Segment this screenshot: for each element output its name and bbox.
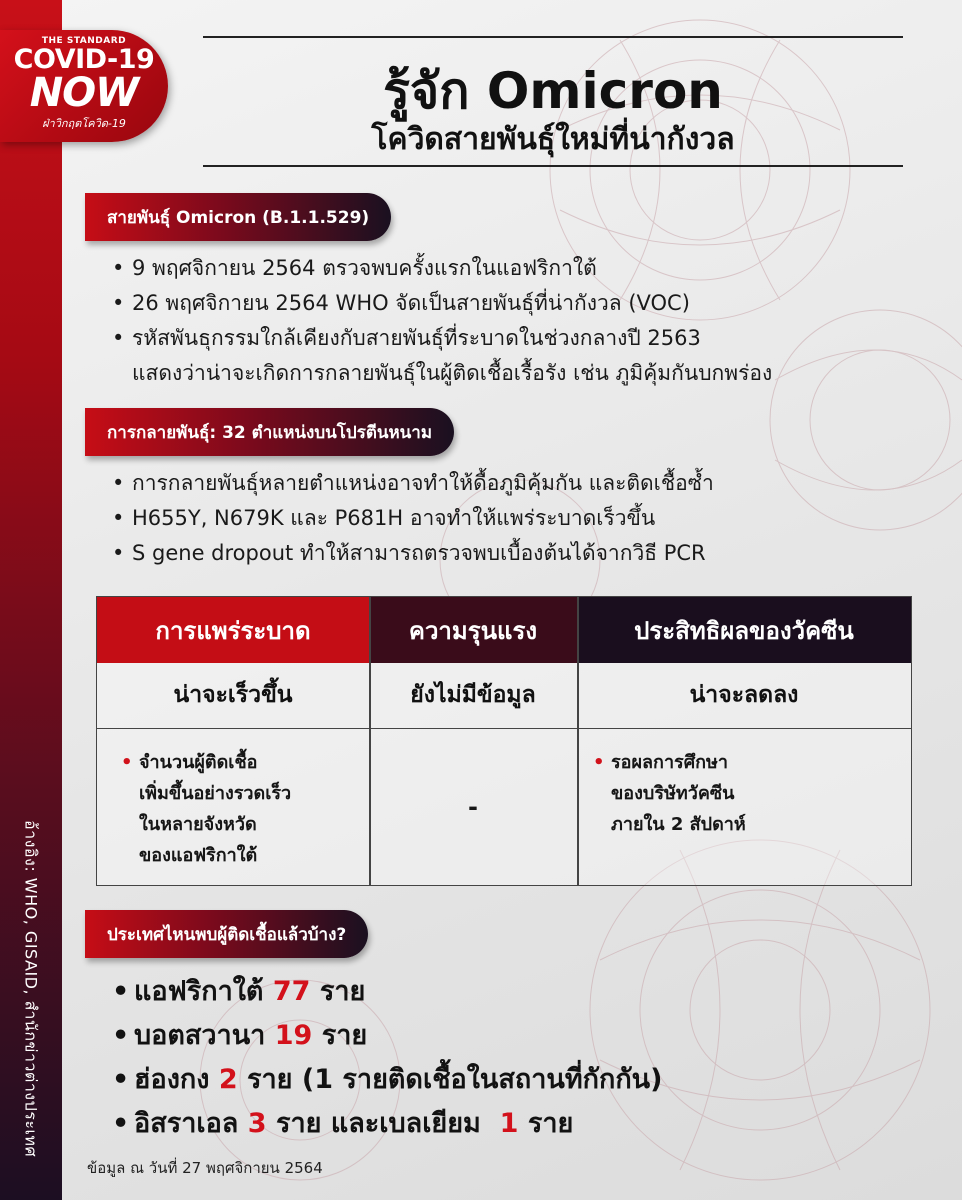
list-item [112,970,662,1014]
variant-bullet-list [112,251,932,356]
table-summary-row [97,663,911,729]
mutation-bullet-list [112,466,932,571]
case-count: 1 [499,1108,519,1139]
table-cell: ยังไม่มีข้อมูล [410,682,536,708]
detail-note-vaccine [593,747,746,840]
table-cell [369,729,577,885]
country-name: อิสราเอล [134,1108,248,1139]
variant-bullet-continuation: แสดงว่าน่าจะเกิดการกลายพันธุ์ในผู้ติดเชื้อเรื้อรัง เช่น ภูมิคุ้มกันบกพร่อง [132,361,773,385]
list-item: • 9 พฤศจิกายน 2564 ตรวจพบครั้งแรกในแอฟริกาใต้ [112,251,932,286]
table-cell: น่าจะเร็วขึ้น [173,682,293,708]
table-cell: น่าจะลดลง [689,682,799,708]
country-case-list [112,970,662,1146]
detail-line: ของแอฟริกาใต้ [139,845,258,866]
list-item: • S gene dropout ทำให้สามารถตรวจพบเบื้องต้นได้จากวิธี PCR [112,536,932,571]
country-name: แอฟริกาใต้ [134,976,273,1007]
covid-19-now-logo [0,30,168,142]
detail-line: เพิ่มขึ้นอย่างรวดเร็ว [139,783,292,804]
source-text: อ้างอิง: WHO, GISAID, สำนักข่าวต่างประเทศ [21,820,41,1158]
case-unit: ราย [518,1108,574,1139]
section-header-mutation-label: การกลายพันธุ์: 32 ตำแหน่งบนโปรตีนหนาม [107,422,433,443]
country-name: ฮ่องกง [134,1064,219,1095]
case-count: 2 [218,1064,238,1095]
table-header-severity: ความรุนแรง [369,597,577,663]
bullet-dot: • [593,752,605,773]
detail-line: ในหลายจังหวัด [139,814,257,835]
section-header-countries [85,910,368,958]
data-date-footnote: ข้อมูล ณ วันที่ 27 พฤศจิกายน 2564 [87,1159,323,1177]
page-title: รู้จัก Omicron [383,62,723,120]
detail-line: จำนวนผู้ติดเชื้อ [139,752,258,773]
table-header-transmission: การแพร่ระบาด [97,597,369,663]
logo-tagline: ฝ่าวิกฤตโควิด-19 [42,117,126,130]
case-unit: ราย และเบลเยียม [266,1108,500,1139]
comparison-table [96,596,912,886]
title-rule-top [203,36,903,38]
case-count: 3 [247,1108,267,1139]
list-item [112,1014,662,1058]
country-name: บอตสวานา [134,1020,275,1051]
title-rule-bottom [203,165,903,167]
section-header-variant-label: สายพันธุ์ Omicron (B.1.1.529) [107,207,370,228]
table-detail-row [97,729,911,885]
list-item: • H655Y, N679K และ P681H อาจทำให้แพร่ระบาดเร็วขึ้น [112,501,932,536]
section-header-variant [85,193,391,241]
case-unit: ราย (1 รายติดเชื้อในสถานที่กักกัน) [237,1064,663,1095]
table-cell [577,729,911,885]
list-item [112,1102,662,1146]
list-item: • 26 พฤศจิกายน 2564 WHO จัดเป็นสายพันธุ์ที่น่ากังวล (VOC) [112,286,932,321]
detail-line: ภายใน 2 สัปดาห์ [611,814,746,835]
case-unit: ราย [310,976,366,1007]
list-item [112,1058,662,1102]
detail-line: ของบริษัทวัคซีน [611,783,735,804]
logo-line1: COVID-19 [13,44,155,75]
section-header-countries-label: ประเทศไหนพบผู้ติดเชื้อแล้วบ้าง? [107,924,347,945]
table-divider [577,597,579,885]
section-header-mutation [85,408,454,456]
source-credit [16,820,46,1180]
page-subtitle: โควิดสายพันธุ์ใหม่ที่น่ากังวล [371,122,735,157]
detail-severity-dash: - [468,793,478,821]
bullet-dot: • [121,752,133,773]
detail-line: รอผลการศึกษา [611,752,729,773]
table-cell [97,729,369,885]
logo-line2: NOW [29,70,139,116]
table-header-vaccine-efficacy: ประสิทธิผลของวัคซีน [577,597,911,663]
case-count: 77 [272,976,311,1007]
table-header-row [97,597,911,663]
list-item: • รหัสพันธุกรรมใกล้เคียงกับสายพันธุ์ที่ระบาดในช่วงกลางปี 2563 [112,321,932,356]
list-item: • การกลายพันธุ์หลายตำแหน่งอาจทำให้ดื้อภูมิคุ้มกัน และติดเชื้อซ้ำ [112,466,932,501]
case-count: 19 [274,1020,313,1051]
table-divider [369,597,371,885]
case-unit: ราย [312,1020,368,1051]
detail-note-transmission [121,747,291,871]
logo-brand: THE STANDARD [41,36,127,46]
